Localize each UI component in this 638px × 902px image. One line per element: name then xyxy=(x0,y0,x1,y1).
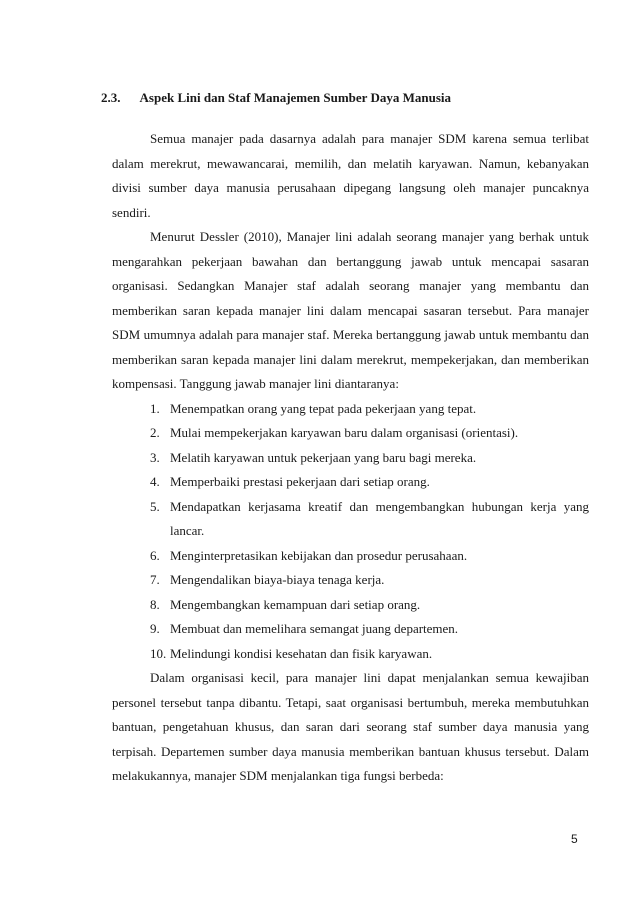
list-item-text: Menempatkan orang yang tepat pada pekerjaan yang tepat. xyxy=(170,400,477,416)
list-item-number: 8. xyxy=(150,596,160,612)
body-text xyxy=(112,127,589,789)
list-item xyxy=(112,495,589,544)
list-item-number: 4. xyxy=(150,474,160,489)
list-item-text: Melindungi kondisi kesehatan dan fisik karyawan. xyxy=(170,645,433,661)
list-item xyxy=(112,421,589,446)
list-item xyxy=(112,397,589,422)
list-item xyxy=(112,544,589,569)
paragraph: Menurut Dessler (2010), Manajer lini adalah seorang manajer yang berhak untuk mengarahkan pekerjaan bawahan dan bertanggung jawab untuk mencapai sasaran organisasi. Sedangkan Manajer staf adalah seorang manajer yang membantu dan memberikan saran kepada manajer lini dalam mencapai sasaran tersebut. Para manajer SDM umumnya adalah para manajer staf. Mereka bertanggung jawab untuk membantu dan memberikan saran kepada manajer lini dalam merekrut, mempekerjakan, dan memberikan kompensasi. Tanggung jawab manajer lini diantaranya: xyxy=(112,229,589,391)
paragraph: Dalam organisasi kecil, para manajer lini dapat menjalankan semua kewajiban personel tersebut tanpa dibantu. Tetapi, saat organisasi bertumbuh, mereka membutuhkan bantuan, pengetahuan khusus, dan saran dari seorang staf sumber daya manusia yang terpisah. Departemen sumber daya manusia memberikan bantuan khusus tersebut. Dalam melakukannya, manajer SDM menjalankan tiga fungsi berbeda: xyxy=(112,670,589,783)
page-number: 5 xyxy=(571,832,578,846)
list-item xyxy=(112,617,589,642)
list-item-number: 5. xyxy=(150,498,160,514)
list-item-number: 9. xyxy=(150,621,160,636)
list-item xyxy=(112,470,589,495)
list-item xyxy=(112,642,589,667)
list-item-number: 1. xyxy=(150,400,160,416)
paragraph: Semua manajer pada dasarnya adalah para manajer SDM karena semua terlibat dalam merekrut, mewawancarai, memilih, dan melatih karyawan. Namun, kebanyakan divisi sumber daya manusia perusahaan dipegang langsung oleh manajer puncaknya sendiri. xyxy=(112,131,589,220)
list-item xyxy=(112,568,589,593)
list-item-text: Mengendalikan biaya-biaya tenaga kerja. xyxy=(170,572,385,587)
list-item-number: 7. xyxy=(150,572,160,587)
list-item-text: Menginterpretasikan kebijakan dan prosedur perusahaan. xyxy=(170,547,468,563)
list-item-text: Memperbaiki prestasi pekerjaan dari setiap orang. xyxy=(170,474,430,489)
list-item xyxy=(112,446,589,471)
list-item-number: 3. xyxy=(150,449,160,465)
list-item-number: 2. xyxy=(150,425,160,440)
section-number: 2.3. xyxy=(101,90,121,105)
section-heading xyxy=(101,90,451,106)
list-item-text: Mulai mempekerjakan karyawan baru dalam organisasi (orientasi). xyxy=(170,425,519,440)
list-item-text: Mendapatkan kerjasama kreatif dan mengembangkan hubungan kerja yang lancar. xyxy=(170,498,589,538)
list-item xyxy=(112,593,589,618)
list-item-number: 10. xyxy=(150,645,167,661)
list-item-number: 6. xyxy=(150,547,160,563)
section-title: Aspek Lini dan Staf Manajemen Sumber Daya Manusia xyxy=(139,90,451,105)
list-item-text: Membuat dan memelihara semangat juang departemen. xyxy=(170,621,459,636)
list-item-text: Melatih karyawan untuk pekerjaan yang baru bagi mereka. xyxy=(170,449,477,465)
list-item-text: Mengembangkan kemampuan dari setiap orang. xyxy=(170,596,421,612)
responsibility-list xyxy=(112,397,589,667)
